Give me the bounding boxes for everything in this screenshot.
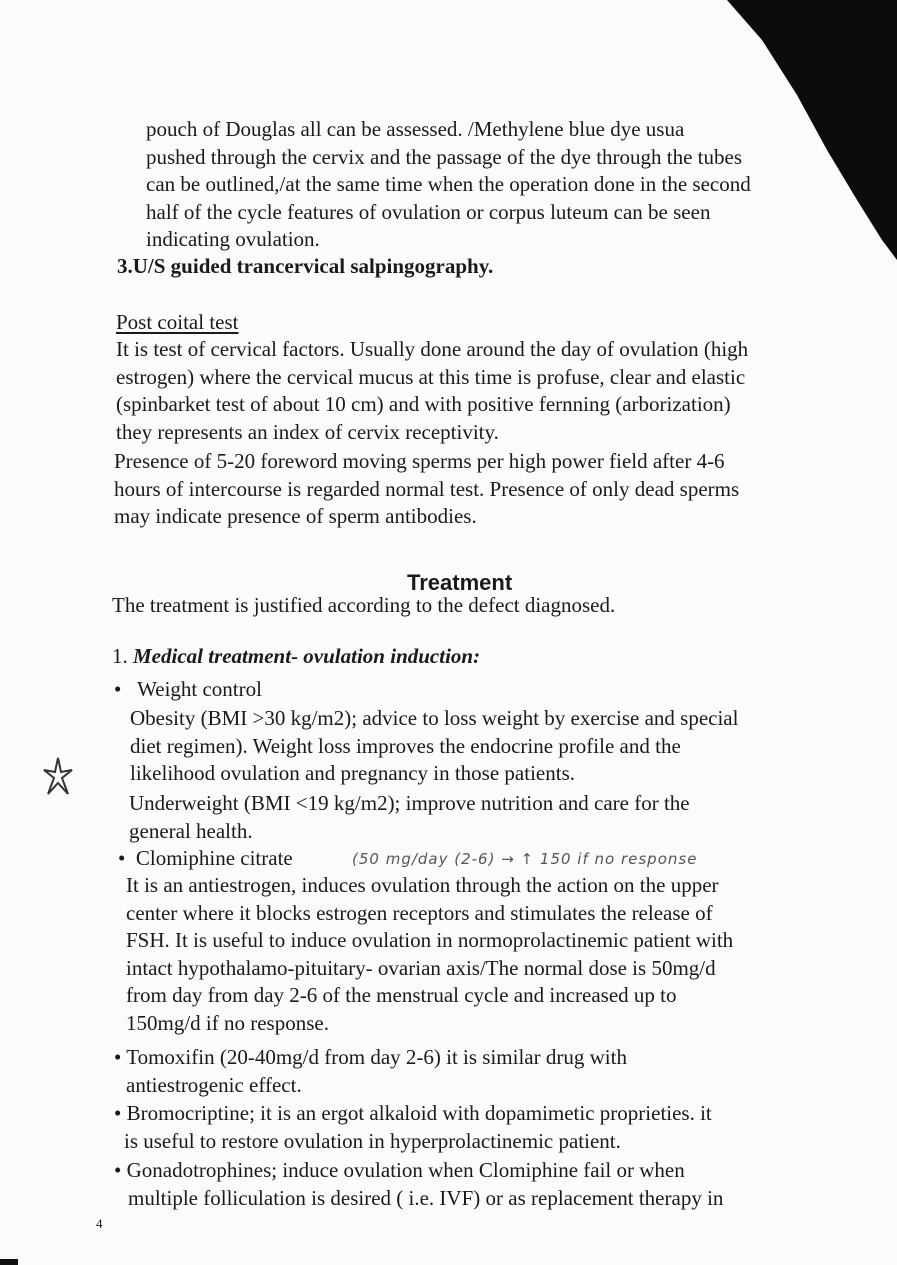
- text-line: may indicate presence of sperm antibodies.: [114, 504, 477, 528]
- text-line: (spinbarket test of about 10 cm) and with positive fernning (arborization): [116, 392, 731, 416]
- handwritten-dose-note: (50 mg/day (2-6) → ↑ 150 if no response: [352, 850, 698, 868]
- bromocriptine-paragraph: [114, 1100, 824, 1155]
- bromocriptine-line-1: Bromocriptine; it is an ergot alkaloid with dopamimetic proprieties. it: [126, 1101, 712, 1125]
- text-line: • Tomoxifin (20-40mg/d from day 2-6) it is similar drug with: [114, 1045, 627, 1069]
- text-line: Underweight (BMI <19 kg/m2); improve nutrition and care for the: [129, 791, 690, 815]
- post-coital-paragraph-1: [116, 336, 846, 446]
- bullet-label: Weight control: [137, 677, 262, 701]
- text-line: center where it blocks estrogen receptors and stimulates the release of: [126, 900, 713, 925]
- text-line: • Bromocriptine; it is an ergot alkaloid with dopamimetic proprieties. it: [114, 1101, 712, 1125]
- text-line: indicating ovulation.: [146, 227, 320, 251]
- tomoxifin-line-1: Tomoxifin (20-40mg/d from day 2-6) it is similar drug with: [126, 1045, 627, 1069]
- bullet-label: Clomiphine citrate: [135, 846, 293, 870]
- text-line: intact hypothalamo-pituitary- ovarian axis/The normal dose is 50mg/d: [126, 955, 716, 980]
- text-line: general health.: [129, 818, 253, 843]
- text-line: estrogen) where the cervical mucus at this time is profuse, clear and elastic: [116, 364, 746, 389]
- post-coital-title: Post coital test: [116, 310, 239, 334]
- post-coital-paragraph-2: [114, 448, 844, 531]
- item-3-heading: 3.U/S guided trancervical salpingography.: [117, 254, 494, 278]
- gonadotrophines-line-1: Gonadotrophines; induce ovulation when Clomiphine fail or when: [126, 1158, 685, 1182]
- clomiphine-paragraph: [126, 872, 828, 1037]
- treatment-intro: The treatment is justified according to the defect diagnosed.: [112, 593, 616, 617]
- medical-number: 1.: [112, 644, 128, 668]
- text-line: from day from day 2-6 of the menstrual cycle and increased up to: [126, 983, 677, 1007]
- hand-drawn-star-icon: [42, 756, 74, 796]
- text-line: likelihood ovulation and pregnancy in those patients.: [130, 761, 575, 785]
- text-line: 150mg/d if no response.: [126, 1010, 329, 1035]
- bullet-clomiphine: [118, 846, 293, 871]
- text-line: multiple folliculation is desired ( i.e. IVF) or as replacement therapy in: [128, 1185, 724, 1210]
- text-line: Presence of 5-20 foreword moving sperms per high power field after 4-6: [114, 449, 725, 473]
- medical-treatment-heading: [112, 643, 480, 671]
- text-line: diet regimen). Weight loss improves the endocrine profile and the: [130, 733, 681, 758]
- text-line: It is an antiestrogen, induces ovulation through the action on the upper: [126, 873, 719, 897]
- page-number: 4: [96, 1216, 103, 1231]
- intro-paragraph: [146, 116, 846, 254]
- underweight-paragraph: [129, 790, 829, 845]
- text-line: pouch of Douglas all can be assessed. /Methylene blue dye usua: [146, 117, 685, 141]
- text-line: • Gonadotrophines; induce ovulation when Clomiphine fail or when: [114, 1158, 685, 1182]
- text-line: is useful to restore ovulation in hyperprolactinemic patient.: [124, 1128, 621, 1153]
- text-line: can be outlined,/at the same time when the operation done in the second: [146, 172, 751, 196]
- text-line: Obesity (BMI >30 kg/m2); advice to loss weight by exercise and special: [130, 706, 739, 730]
- gonadotrophines-paragraph: [114, 1157, 824, 1212]
- text-line: they represents an index of cervix receptivity.: [116, 419, 499, 444]
- obesity-paragraph: [130, 705, 830, 788]
- bullet-dot-icon: •: [114, 677, 138, 701]
- text-line: It is test of cervical factors. Usually done around the day of ovulation (high: [116, 337, 749, 361]
- text-line: pushed through the cervix and the passage of the dye through the tubes: [146, 144, 743, 169]
- treatment-heading: Treatment: [407, 570, 513, 595]
- text-line: half of the cycle features of ovulation or corpus luteum can be seen: [146, 199, 711, 224]
- bullet-weight-control: [114, 677, 262, 702]
- text-line: antiestrogenic effect.: [126, 1072, 302, 1097]
- tomoxifin-paragraph: [114, 1044, 822, 1099]
- text-line: hours of intercourse is regarded normal test. Presence of only dead sperms: [114, 476, 740, 501]
- medical-title: Medical treatment- ovulation induction:: [133, 644, 481, 668]
- text-line: FSH. It is useful to induce ovulation in normoprolactinemic patient with: [126, 928, 734, 952]
- bullet-dot-icon: •: [118, 846, 136, 870]
- scan-edge-mark: [0, 1259, 18, 1265]
